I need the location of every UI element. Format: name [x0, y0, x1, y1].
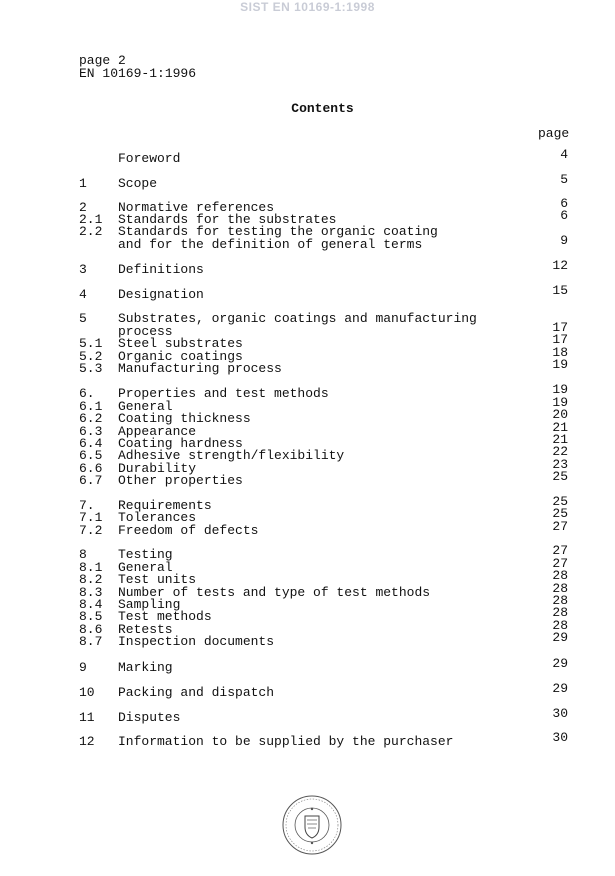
toc-entry-number: 5.3 [79, 361, 103, 376]
toc-entry-number: 6. [79, 386, 95, 401]
toc-entry-label: Requirements [118, 498, 212, 513]
toc-entry-label: Definitions [118, 262, 204, 277]
toc-entry-page: 22 [552, 444, 568, 459]
toc-entry-number: 8.1 [79, 560, 103, 575]
toc-entry-label: Information to be supplied by the purchaser [118, 734, 454, 749]
toc-entry-page: 15 [552, 283, 568, 298]
toc-entry-number: 10 [79, 685, 95, 700]
toc-entry-number: 5 [79, 311, 87, 326]
toc-entry-number: 8.5 [79, 609, 103, 624]
toc-entry-number: 6.5 [79, 448, 103, 463]
toc-entry-page: 27 [552, 543, 568, 558]
toc-entry-page: 25 [552, 469, 568, 484]
toc-entry-page: 21 [552, 420, 568, 435]
toc-entry-label: General [118, 399, 173, 414]
toc-entry-label: Scope [118, 176, 158, 191]
toc-entry-label: Freedom of defects [118, 523, 259, 538]
toc-entry-label: Coating thickness [118, 411, 251, 426]
toc-entry-label: General [118, 560, 173, 575]
toc-entry-label: Packing and dispatch [118, 685, 275, 700]
toc-entry-number: 8.7 [79, 634, 103, 649]
toc-entry-page: 25 [552, 494, 568, 509]
toc-entry-label: Steel substrates [118, 336, 243, 351]
toc-entry-label: process [118, 324, 173, 339]
toc-entry-page: 23 [552, 457, 568, 472]
toc-entry-page: 19 [552, 395, 568, 410]
toc-entry-number: 8.3 [79, 585, 103, 600]
toc-entry-number: 6.1 [79, 399, 103, 414]
toc-entry-number: 8.6 [79, 622, 103, 637]
toc-entry-page: 28 [552, 581, 568, 596]
toc-entry-label: Inspection documents [118, 634, 275, 649]
toc-entry-page: 29 [552, 681, 568, 696]
toc-entry-label: Coating hardness [118, 436, 243, 451]
toc-entry-label: Substrates, organic coatings and manufacturing [118, 311, 477, 326]
toc-entry-number: 2.2 [79, 224, 103, 239]
toc-entry-label: Foreword [118, 151, 181, 166]
toc-entry-number: 6.6 [79, 461, 103, 476]
toc-entry-label: Properties and test methods [118, 386, 329, 401]
toc-entry-label: Disputes [118, 710, 181, 725]
toc-entry-number: 7.2 [79, 523, 103, 538]
toc-entry-page: 30 [552, 730, 568, 745]
toc-entry-label: and for the definition of general terms [118, 237, 423, 252]
toc-entry-number: 7. [79, 498, 95, 513]
toc-entry-number: 1 [79, 176, 87, 191]
toc-entry-number: 8.2 [79, 572, 103, 587]
toc-entry-page: 19 [552, 382, 568, 397]
toc-entry-label: Durability [118, 461, 197, 476]
toc-entry-page: 27 [552, 556, 568, 571]
toc-entry-label: Retests [118, 622, 173, 637]
toc-entry-label: Designation [118, 287, 204, 302]
toc-entry-label: Appearance [118, 424, 197, 439]
toc-entry-page: 5 [560, 172, 568, 187]
toc-entry-number: 2 [79, 200, 87, 215]
toc-entry-number: 6.4 [79, 436, 103, 451]
toc-entry-number: 11 [79, 710, 95, 725]
toc-entry-label: Test units [118, 572, 197, 587]
toc-entry-label: Number of tests and type of test methods [118, 585, 431, 600]
toc-entry-label: Tolerances [118, 510, 197, 525]
toc-entry-page: 29 [552, 656, 568, 671]
toc-entry-label: Testing [118, 547, 173, 562]
toc-entry-number: 2.1 [79, 212, 103, 227]
toc-entry-page: 12 [552, 258, 568, 273]
toc-entry-page: 4 [560, 147, 568, 162]
toc-entry-label: Manufacturing process [118, 361, 282, 376]
toc-entry-page: 28 [552, 568, 568, 583]
toc-entry-page: 30 [552, 706, 568, 721]
seal-emblem [281, 794, 343, 856]
toc-entry-number: 5.2 [79, 349, 103, 364]
toc-entry-number: 7.1 [79, 510, 103, 525]
contents-title: Contents [291, 101, 354, 116]
header-standard: EN 10169-1:1996 [79, 66, 197, 81]
toc-entry-label: Standards for testing the organic coating [118, 224, 438, 239]
toc-entry-number: 6.2 [79, 411, 103, 426]
toc-entry-page: 25 [552, 506, 568, 521]
toc-entry-number: 5.1 [79, 336, 103, 351]
toc-entry-label: Marking [118, 660, 173, 675]
toc-entry-number: 9 [79, 660, 87, 675]
toc-entry-page: 18 [552, 345, 568, 360]
toc-entry-number: 6.7 [79, 473, 103, 488]
toc-entry-page: 27 [552, 519, 568, 534]
toc-entry-page: 28 [552, 605, 568, 620]
toc-entry-page: 19 [552, 357, 568, 372]
toc-entry-page: 28 [552, 618, 568, 633]
toc-entry-label: Sampling [118, 597, 181, 612]
toc-entry-label: Normative references [118, 200, 275, 215]
toc-entry-number: 3 [79, 262, 87, 277]
header-page: page 2 [79, 53, 126, 68]
toc-entry-number: 12 [79, 734, 95, 749]
toc-entry-page: 29 [552, 630, 568, 645]
toc-entry-number: 8.4 [79, 597, 103, 612]
toc-entry-page: 17 [552, 320, 568, 335]
toc-entry-label: Organic coatings [118, 349, 243, 364]
toc-entry-label: Adhesive strength/flexibility [118, 448, 345, 463]
toc-entry-page: 21 [552, 432, 568, 447]
toc-entry-page: 20 [552, 407, 568, 422]
toc-entry-page: 6 [560, 208, 568, 223]
toc-entry-page: 28 [552, 593, 568, 608]
toc-entry-label: Test methods [118, 609, 212, 624]
toc-entry-number: 4 [79, 287, 87, 302]
toc-entry-label: Standards for the substrates [118, 212, 337, 227]
toc-entry-number: 6.3 [79, 424, 103, 439]
page-column-label: page [538, 126, 570, 141]
toc-entry-number: 8 [79, 547, 87, 562]
toc-entry-page: 6 [560, 196, 568, 211]
toc-entry-label: Other properties [118, 473, 243, 488]
toc-entry-page: 17 [552, 332, 568, 347]
watermark: SIST EN 10169-1:1998 [240, 0, 375, 14]
toc-entry-page: 9 [560, 233, 568, 248]
